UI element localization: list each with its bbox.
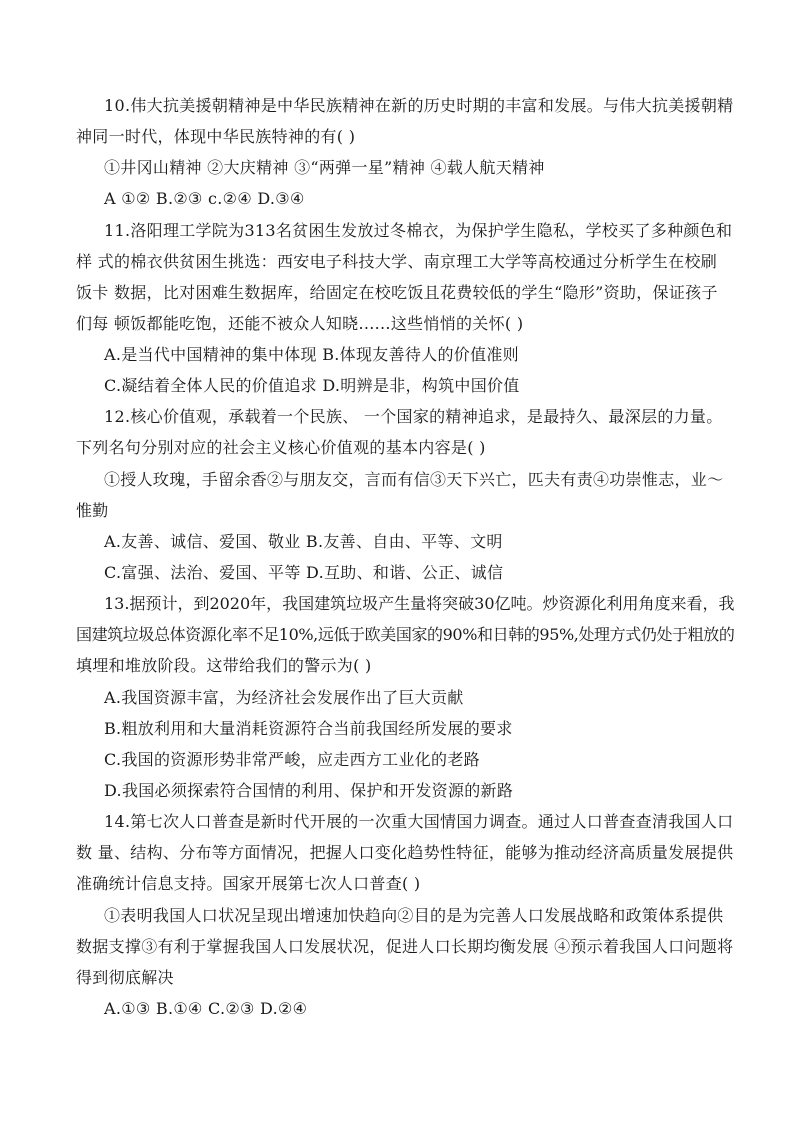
q12-stem-line-1: 12.核心价值观，承载着一个民族、 一个国家的精神追求，是最持久、最深层的力量。: [104, 407, 723, 426]
q14-stem-line-3: 准确统计信息支持。国家开展第七次人口普查( ): [76, 874, 421, 893]
q10-stem-line-1: 10.伟大抗美援朝精神是中华民族精神在新的历史时期的丰富和发展。与伟大抗美援朝精: [104, 96, 734, 115]
q13-stem-line-3: 填埋和堆放阶段。这带给我们的警示为( ): [76, 656, 372, 675]
q10-statements: ①井冈山精神 ②大庆精神 ③“两弹一星”精神 ④载人航天精神: [104, 158, 545, 177]
q13-option-a: A.我国资源丰富，为经济社会发展作出了巨大贡献: [104, 688, 464, 707]
q10-stem-line-2: 神同一时代，体现中华民族特神的有( ): [76, 127, 356, 146]
q13-stem-line-2: 国建筑垃圾总体资源化率不足10%,远低于欧美国家的90%和日韩的95%,处理方式仍处于粗放的: [76, 625, 735, 644]
q11-options-line-2: C.凝结着全体人民的价值追求 D.明辨是非，构筑中国价值: [104, 376, 520, 395]
q14-statements-line-1: ①表明我国人口状况呈现出增速加快趋向②目的是为完善人口发展战略和政策体系提供: [104, 906, 724, 925]
q10-options: A ①② B.②③ c.②④ D.③④: [104, 189, 305, 208]
q12-statements-line-1: ①授人玫瑰，手留余香②与朋友交，言而有信③天下兴亡，匹夫有责④功崇惟志，业～: [104, 470, 724, 489]
q13-option-d: D.我国必须探索符合国情的利用、保护和开发资源的新路: [104, 781, 514, 800]
q12-stem-line-2: 下列名句分别对应的社会主义核心价值观的基本内容是( ): [76, 438, 486, 457]
q14-statements-line-3: 得到彻底解决: [76, 968, 174, 987]
q14-stem-line-1: 14.第七次人口普查是新时代开展的一次重大国情国力调查。通过人口普查查清我国人口: [104, 812, 734, 831]
q11-stem-line-1: 11.洛阳理工学院为313名贫困生发放过冬棉衣，为保护学生隐私，学校买了多种颜色和: [104, 221, 733, 240]
q13-stem-line-1: 13.据预计，到2020年，我国建筑垃圾产生量将突破30亿吨。炒资源化利用角度来看，我: [104, 594, 735, 613]
q11-stem-line-4: 们每 顿饭都能吃饱，还能不被众人知晓......这些悄悄的关怀( ): [76, 314, 524, 333]
q14-options: A.①③ B.①④ C.②③ D.②④: [104, 999, 308, 1018]
q12-statements-line-2: 惟勤: [76, 501, 109, 520]
q13-option-b: B.粗放利用和大量消耗资源符合当前我国经所发展的要求: [104, 719, 513, 738]
q13-option-c: C.我国的资源形势非常严峻，应走西方工业化的老路: [104, 750, 480, 769]
q11-options-line-1: A.是当代中国精神的集中体现 B.体现友善待人的价值准则: [104, 345, 519, 364]
q12-options-line-2: C.富强、法治、爱国、平等 D.互助、和谐、公正、诚信: [104, 563, 504, 582]
q11-stem-line-3: 饭卡 数据，比对困难生数据库，给固定在校吃饭且花费较低的学生“隐形”资助，保证孩子: [76, 283, 718, 302]
q11-stem-line-2: 样 式的棉衣供贫困生挑选：西安电子科技大学、南京理工大学等高校通过分析学生在校刷: [76, 252, 718, 271]
q14-stem-line-2: 数 量、结构、分布等方面情况，把握人口变化趋势性特征，能够为推动经济高质量发展提供: [76, 843, 734, 862]
q12-options-line-1: A.友善、诚信、爱国、敬业 B.友善、自由、平等、文明: [104, 532, 503, 551]
q14-statements-line-2: 数据支撑③有利于掌握我国人口发展状况，促进人口长期均衡发展 ④预示着我国人口问题将: [76, 937, 734, 956]
